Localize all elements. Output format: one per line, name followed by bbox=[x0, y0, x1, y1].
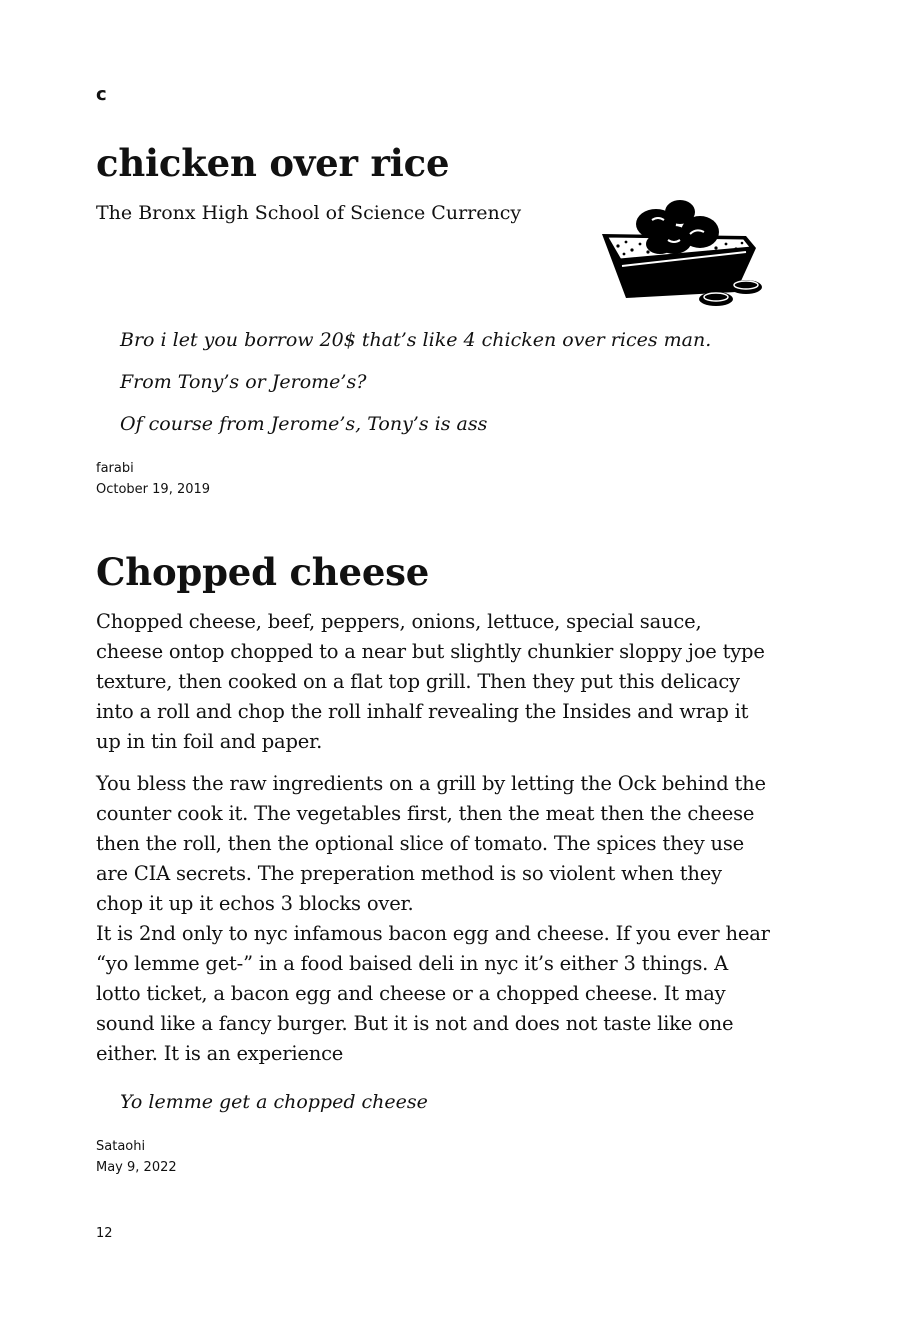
page-number: 12 bbox=[96, 1226, 113, 1241]
entry-paragraph: It is 2nd only to nyc infamous bacon egg and cheese. If you ever hear “yo lemme get-” in a food baised deli in nyc it’s either 3 things. A lotto ticket, a bacon egg and cheese or a chopped cheese. It may sound like a fancy burger. But it is not and does not taste like one either. It is an experience bbox=[96, 922, 770, 1065]
entry-definition: The Bronx High School of Science Currency bbox=[96, 202, 522, 224]
entry-paragraph: You bless the raw ingredients on a grill by letting the Ock behind the counter cook it. The vegetables first, then the meat then the cheese then the roll, then the optional slice of tomato. The spices they use are CIA secrets. The preperation method is so violent when they chop it up it echos 3 blocks over. bbox=[96, 772, 766, 915]
entry-author: farabi bbox=[96, 461, 134, 476]
entry-date: May 9, 2022 bbox=[96, 1160, 177, 1175]
entry-byline bbox=[96, 458, 210, 500]
entry-author: Sataohi bbox=[96, 1139, 146, 1154]
example-quote: From Tony’s or Jerome’s? bbox=[120, 371, 367, 393]
entry-title: chicken over rice bbox=[96, 141, 450, 185]
entry-title: Chopped cheese bbox=[96, 550, 430, 594]
section-letter: c bbox=[96, 84, 107, 105]
example-quote: Yo lemme get a chopped cheese bbox=[120, 1091, 428, 1113]
chicken-over-rice-tray-icon bbox=[596, 196, 771, 314]
entry-byline bbox=[96, 1136, 177, 1178]
entry-date: October 19, 2019 bbox=[96, 482, 211, 497]
example-quote: Of course from Jerome’s, Tony’s is ass bbox=[120, 413, 488, 435]
entry-paragraph: Chopped cheese, beef, peppers, onions, lettuce, special sauce, cheese ontop chopped to a near but slightly chunkier sloppy joe type texture, then cooked on a flat top grill. Then they put this delicacy into a roll and chop the roll inhalf revealing the Insides and wrap it up in tin foil and paper. bbox=[96, 610, 765, 753]
example-quote: Bro i let you borrow 20$ that’s like 4 chicken over rices man. bbox=[120, 329, 712, 351]
